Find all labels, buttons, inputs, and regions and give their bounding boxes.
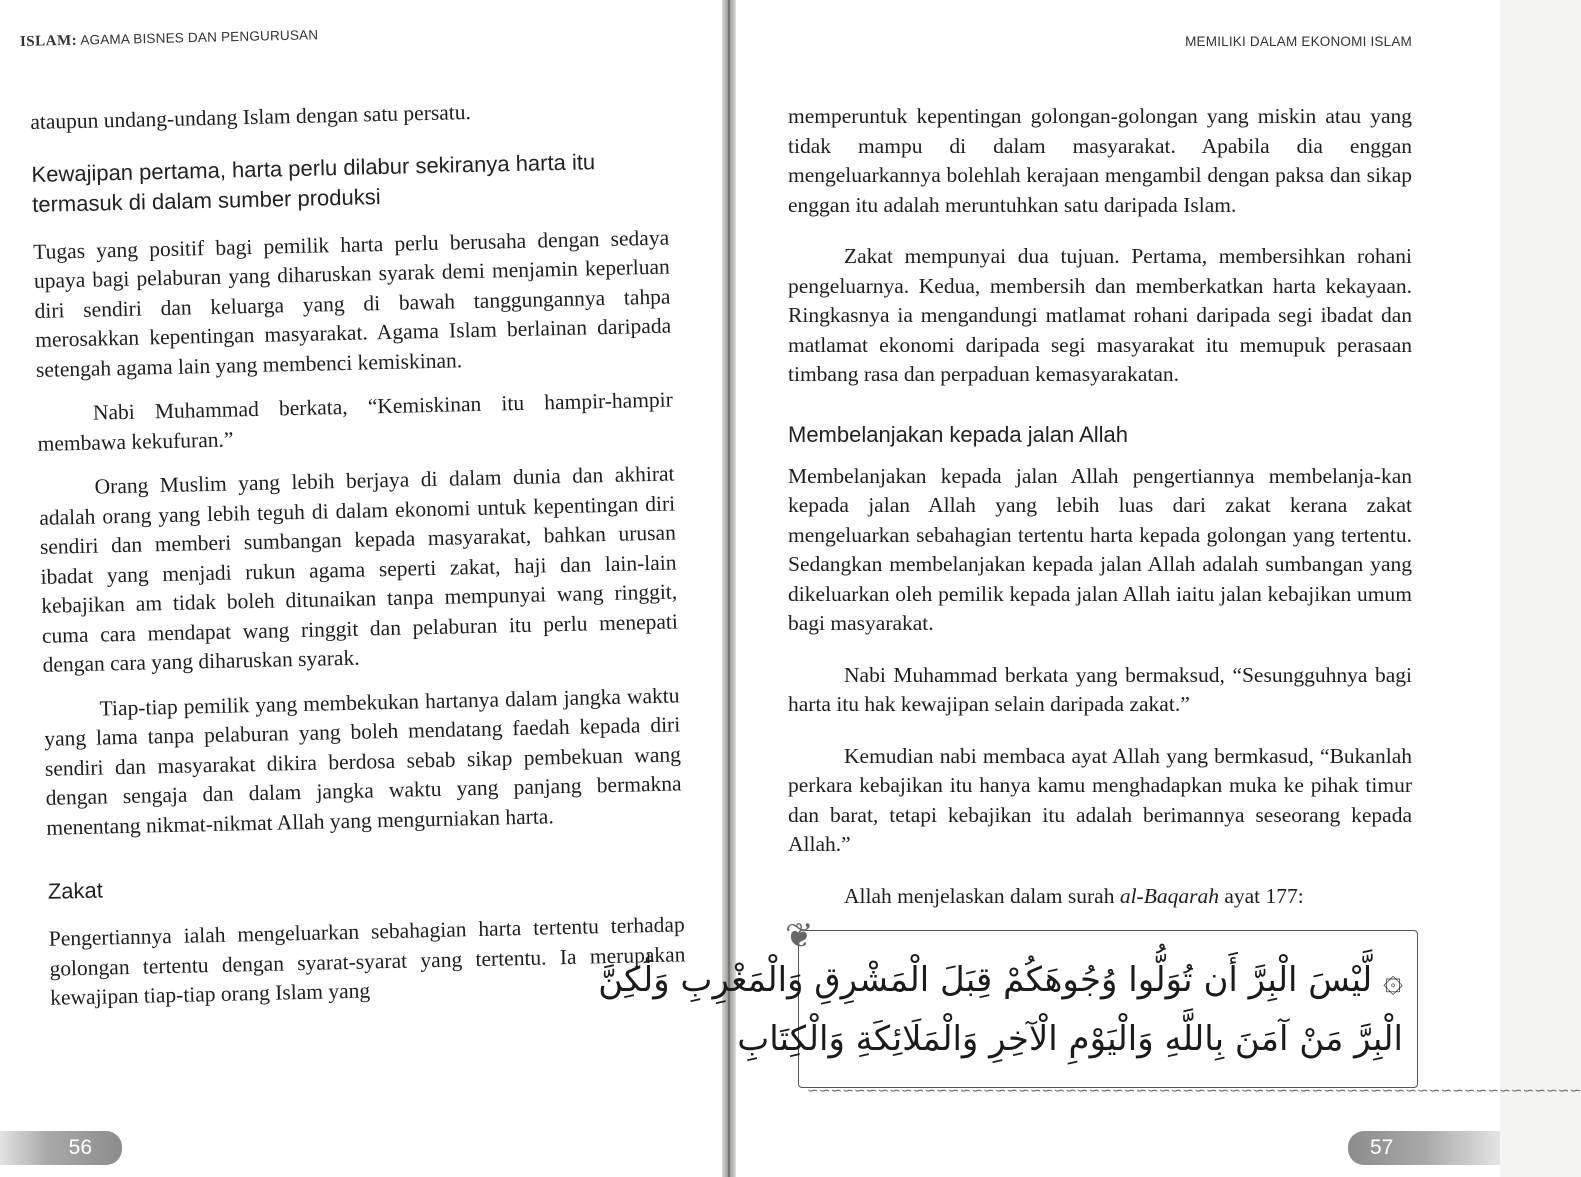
- paragraph: Membelanjakan kepada jalan Allah pengertiannya membelanja-kan kepada jalan Allah yang lebih luas dari zakat kerana zakat mengeluarkan sebahagian tertentu harta kepada golongan yang tertentu. Sedangkan membelanjakan kepada jalan Allah adalah sumbangan yang dikeluarkan oleh pemilik kepada jalan Allah iaitu jalan kebajikan umum bagi masyarakat.: [788, 463, 1412, 635]
- paragraph: Nabi Muhammad berkata, “Kemiskinan itu hampir-hampir membawa kekufuran.”: [37, 387, 674, 456]
- paragraph: Orang Muslim yang lebih berjaya di dalam dunia dan akhirat adalah orang yang lebih teguh di dalam ekonomi untuk kepentingan diri sendiri dan memberi sumbangan kepada masyarakat, bahkan urusan ibadat yang menjadi rukun agama seperti zakat, haji dan lain-lain kebajikan am tidak boleh ditunaikan tanpa mempunyai wang ringgit, cuma cara mendapat wang ringgit dan pelaburan itu perlu menepati dengan cara yang diharuskan syarak.: [39, 461, 679, 677]
- paragraph: Tiap-tiap pemilik yang membekukan hartanya dalam jangka waktu yang lama tanpa pelaburan yang boleh mendatang faedah kepada diri sendiri dan masyarakat dikira berdosa sebab sikap pembekuan wang dengan sengaja dan dalam jangka waktu yang panjang bermakna menentang nikmat-nikmat Allah yang mengurniakan harta.: [44, 682, 682, 840]
- quran-verse-box: [598, 916, 1581, 1099]
- paragraph: Zakat mempunyai dua tujuan. Pertama, membersihkan rohani pengeluarnya. Kedua, membersih dan memberkatkan harta kekayaan. Ringkasnya ia mengandungi matlamat rohani daripada segi ibadat dan matlamat ekonomi daripada segi masyarakat itu memupuk perasaan timbang rasa dan perpaduan kemasyarakatan.: [788, 244, 1412, 386]
- paragraph: Kemudian nabi membaca ayat Allah yang bermkasud, “Bukanlah perkara kebajikan itu hanya kamu menghadapkan muka ke pihak timur dan barat, tetapi kebajikan itu adalah berimannya seseorang kepada Allah.”: [788, 743, 1412, 856]
- paragraph: Pengertiannya ialah mengeluarkan sebahagian harta tertentu terhadap golongan tertentu dengan syarat-syarat yang tertentu. Ia merupakan kewajipan tiap-tiap orang Islam yang: [48, 912, 686, 1010]
- right-page: [598, 0, 1581, 1177]
- right-page-body: [788, 102, 1412, 911]
- section-heading-kewajipan: Kewajipan pertama, harta perlu dilabur sekiranya harta itu termasuk di dalam sumber produksi: [31, 148, 596, 217]
- continued-text: ataupun undang-undang Islam dengan satu persatu.: [30, 100, 472, 134]
- paragraph: Nabi Muhammad berkata yang bermaksud, “Sesungguhnya bagi harta itu hak kewajipan selain daripada zakat.”: [788, 662, 1412, 716]
- floral-ornament-icon: ❦: [785, 916, 814, 956]
- arabic-verse-line-2: الْبِرَّ مَنْ آمَنَ بِاللَّهِ وَالْيَوْمِ الْآخِرِ وَالْمَلَائِكَةِ وَالْكِتَابِ: [737, 1019, 1403, 1059]
- left-page-body: [30, 94, 686, 1014]
- running-head-title: AGAMA BISNES DAN PENGURUSAN: [76, 27, 319, 48]
- section-heading-zakat: Zakat: [47, 877, 104, 904]
- arabic-verse-line-1: ۞ لَّيْسَ الْبِرَّ أَن تُوَلُّوا وُجُوهَكُمْ قِبَلَ الْمَشْرِقِ وَالْمَغْرِبِ وَلَٰكِنَّ: [598, 960, 1403, 1000]
- running-head-brand: ISLAM:: [19, 32, 78, 50]
- paragraph: memperuntuk kepentingan golongan-golongan yang miskin atau yang tidak mampu di dalam masyarakat. Apabila dia enggan mengeluarkannya bolehlah kerajaan mengambil dengan paksa dan sikap enggan itu adalah meruntuhkan satu daripada Islam.: [788, 104, 1412, 217]
- page-number-left: 56: [0, 1131, 122, 1165]
- page-number-right: 57: [1348, 1131, 1500, 1165]
- left-page: [0, 0, 722, 1177]
- paragraph-surah-reference: Allah menjelaskan dalam surah al-Baqarah ayat 177:: [844, 883, 1304, 908]
- wavy-border-decoration: ∽∽∽∽∽∽∽∽∽∽∽∽∽∽∽∽∽∽∽∽∽∽∽∽∽∽∽∽∽∽∽∽∽∽∽∽∽∽∽∽∽∽∽∽∽∽∽∽∽∽∽∽∽∽∽∽∽∽∽∽∽∽∽∽∽∽: [807, 1083, 1581, 1099]
- running-head-left: [20, 27, 319, 51]
- paragraph: Tugas yang positif bagi pemilik harta perlu berusaha dengan sedaya upaya bagi pelaburan yang diharuskan syarak demi menjamin keperluan diri sendiri dan keluarga yang di bawah tanggungannya tahpa merosakkan kepentingan masyarakat. Agama Islam berlainan daripada setengah agama lain yang membenci kemiskinan.: [32, 225, 672, 382]
- section-heading-membelanjakan: Membelanjakan kepada jalan Allah: [788, 421, 1129, 447]
- running-head-right: MEMILIKI DALAM EKONOMI ISLAM: [1185, 34, 1412, 49]
- book-gutter: [722, 0, 736, 1177]
- surah-name: al-Baqarah: [1119, 883, 1219, 908]
